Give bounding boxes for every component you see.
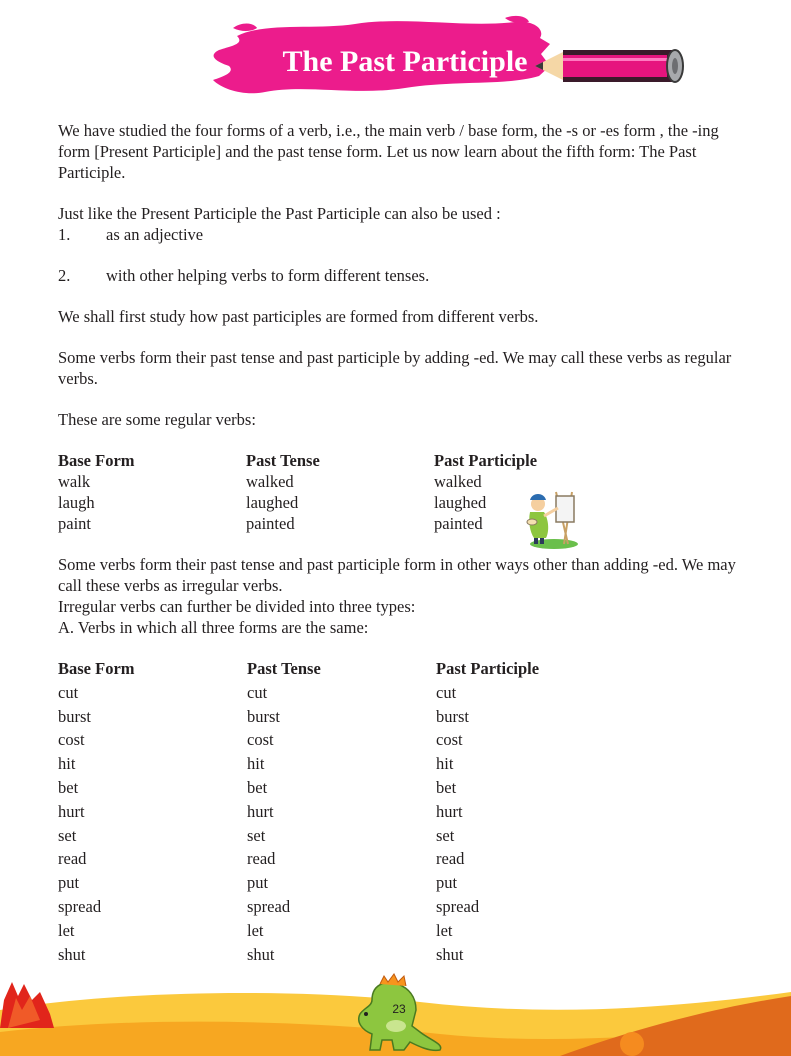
cell-participle: set	[436, 825, 455, 845]
header-past-tense: Past Tense	[246, 451, 320, 470]
cell-base: put	[58, 873, 80, 893]
cell-past: bet	[247, 777, 268, 797]
irregular-verbs-table	[58, 658, 748, 967]
page-number: 23	[392, 1002, 406, 1016]
document-body	[58, 120, 748, 967]
regular-verbs-table	[58, 450, 748, 534]
cell-past: put	[247, 873, 269, 893]
uses-intro: Just like the Present Participle the Past Participle can also be used :	[58, 204, 501, 223]
cell-base: hit	[58, 754, 76, 774]
cell-participle: shut	[436, 944, 464, 964]
cell-participle: burst	[436, 706, 469, 726]
cell-base: cut	[58, 682, 79, 702]
irregular-intro: Some verbs form their past tense and past participle form in other ways other than adding -ed. We may call these verbs as irregular verbs.	[58, 555, 736, 595]
cell-participle: read	[436, 849, 465, 869]
cell-past: spread	[247, 896, 291, 916]
header-past-participle: Past Participle	[434, 451, 538, 470]
cell-base: shut	[58, 944, 86, 964]
table-row	[58, 896, 748, 920]
table-row	[58, 753, 748, 777]
table-row	[58, 682, 748, 706]
table-row	[58, 471, 748, 492]
cell-base: set	[58, 825, 77, 845]
cell-past: read	[247, 849, 276, 869]
list-item	[58, 265, 748, 286]
table-header-row	[58, 658, 748, 682]
cell-base: read	[58, 849, 87, 869]
header-past-participle: Past Participle	[436, 659, 540, 678]
study-line: We shall first study how past participles are formed from different verbs.	[58, 307, 539, 326]
cell-past: cost	[247, 730, 274, 750]
list-text: with other helping verbs to form different tenses.	[106, 266, 430, 285]
table-row	[58, 801, 748, 825]
cell-participle: laughed	[434, 493, 487, 512]
list-item	[58, 224, 748, 245]
cell-participle: hit	[436, 754, 454, 774]
table-row	[58, 513, 748, 534]
cell-past: set	[247, 825, 266, 845]
cell-past: let	[247, 920, 264, 940]
irregular-type-a: A. Verbs in which all three forms are the same:	[58, 618, 369, 637]
cell-past: hurt	[247, 801, 274, 821]
cell-past: laughed	[246, 493, 299, 512]
cell-base: let	[58, 920, 75, 940]
cell-participle: let	[436, 920, 453, 940]
table-row	[58, 729, 748, 753]
table-row	[58, 944, 748, 968]
header-past-tense: Past Tense	[247, 659, 321, 678]
header-base-form: Base Form	[58, 451, 135, 470]
list-number: 1.	[58, 225, 71, 244]
table-row	[58, 492, 748, 513]
cell-past: cut	[247, 682, 268, 702]
cell-base: paint	[58, 514, 91, 533]
cell-past: shut	[247, 944, 275, 964]
cell-base: cost	[58, 730, 85, 750]
cell-past: burst	[247, 706, 280, 726]
regular-intro: Some verbs form their past tense and past participle by adding -ed. We may call these verbs as regular verbs.	[58, 348, 732, 388]
title-banner	[205, 14, 695, 114]
cell-base: hurt	[58, 801, 85, 821]
cell-participle: cut	[436, 682, 457, 702]
cell-base: walk	[58, 472, 91, 491]
cell-base: burst	[58, 706, 91, 726]
cell-participle: walked	[434, 472, 482, 491]
irregular-types: Irregular verbs can further be divided into three types:	[58, 597, 416, 616]
table-row	[58, 825, 748, 849]
cell-participle: spread	[436, 896, 480, 916]
table-row	[58, 848, 748, 872]
regular-lead: These are some regular verbs:	[58, 410, 256, 429]
intro-paragraph: We have studied the four forms of a verb, i.e., the main verb / base form, the -s or -es form , the -ing form [Present Participle] and the past tense form. Let us now learn about the fifth form: The Past Participle.	[58, 121, 719, 182]
cell-participle: bet	[436, 777, 457, 797]
table-row	[58, 706, 748, 730]
table-row	[58, 777, 748, 801]
cell-past: walked	[246, 472, 294, 491]
table-header-row	[58, 450, 748, 471]
cell-past: painted	[246, 514, 295, 533]
painter-illustration-icon	[524, 488, 580, 550]
cell-base: laugh	[58, 493, 95, 512]
list-number: 2.	[58, 266, 71, 285]
cell-participle: cost	[436, 730, 463, 750]
table-row	[58, 920, 748, 944]
cell-past: hit	[247, 754, 265, 774]
table-row	[58, 872, 748, 896]
header-base-form: Base Form	[58, 659, 135, 678]
list-text: as an adjective	[106, 225, 204, 244]
cell-base: spread	[58, 896, 102, 916]
cell-participle: put	[436, 873, 458, 893]
cell-base: bet	[58, 777, 79, 797]
page-title: The Past Participle	[282, 45, 528, 78]
cell-participle: painted	[434, 514, 483, 533]
cell-participle: hurt	[436, 801, 463, 821]
